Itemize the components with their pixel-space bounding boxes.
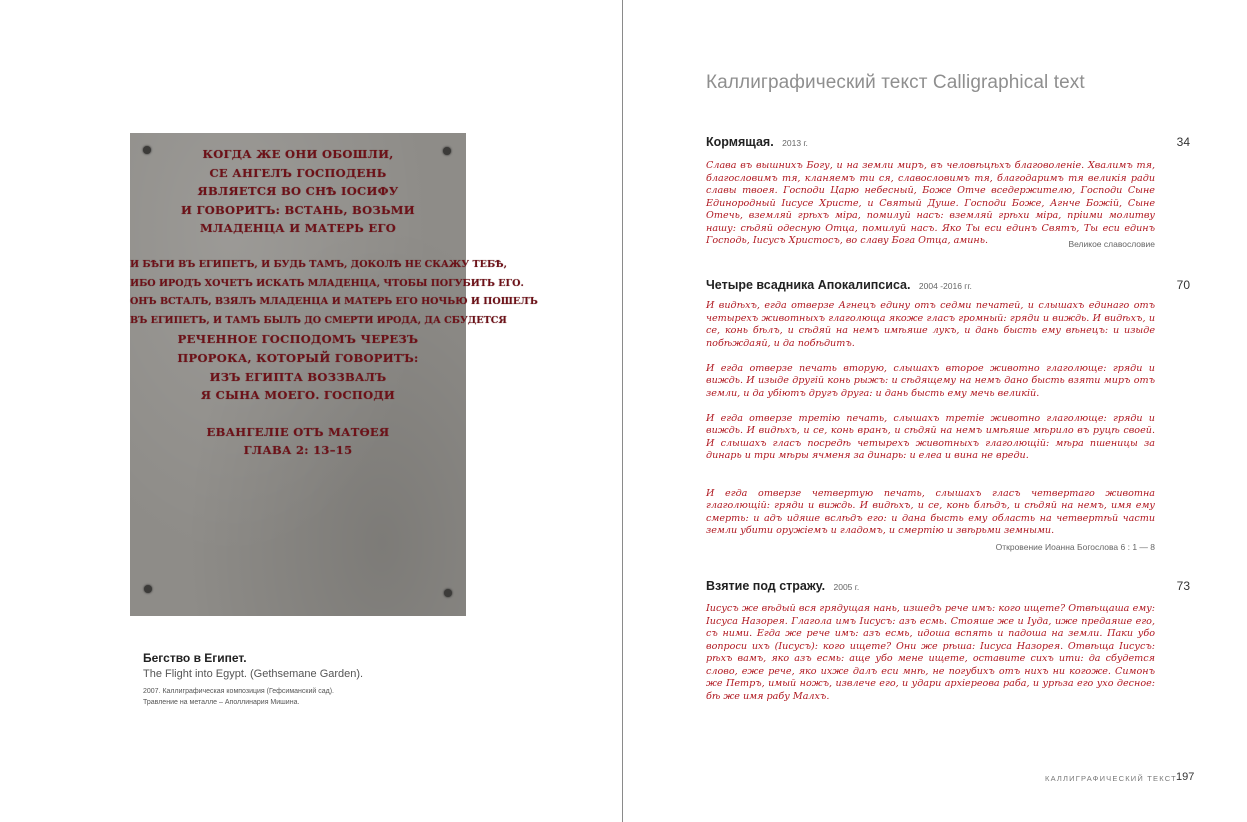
section-title: Каллиграфический текст Calligraphical text — [706, 72, 1085, 93]
entry-heading — [706, 577, 859, 595]
running-footer: КАЛЛИГРАФИЧЕСКИЙ ТЕКСТ — [1045, 774, 1177, 783]
text-paragraph: И егда отверзе печать вторую, слышахъ второе животно глаголюще: гряди и виждь. И изыде другій конь рыжъ: и сѣдящему на немъ дано бысть взяти миръ отъ земли, и да убіютъ другъ друга: и дань бысть ему мечь великій. — [706, 362, 1155, 399]
page-number: 197 — [1176, 771, 1195, 783]
plate-line: КОГДА ЖЕ ОНИ ОБОШЛИ, — [202, 147, 394, 161]
entry-page-number: 34 — [1176, 135, 1190, 149]
caption-meta-line: 2007. Каллиграфическая композиция (Гефсиманский сад). — [143, 688, 334, 695]
plate-line: И ГОВОРИТЪ: ВСТАНЬ, ВОЗЬМИ — [181, 202, 415, 217]
entry-title: Четыре всадника Апокалипсиса. — [706, 278, 911, 292]
plate-line: ЯВЛЯЕТСЯ ВО СНѢ ІОСИФУ — [197, 184, 399, 199]
plate-bolt — [144, 585, 152, 593]
entry-year: 2005 г. — [833, 582, 860, 592]
caption-meta — [143, 686, 334, 708]
page-gutter — [622, 0, 623, 822]
entry-title: Кормящая. — [706, 135, 774, 149]
entry-heading — [706, 133, 808, 151]
entry-title: Взятие под стражу. — [706, 579, 826, 593]
plate-line: Я СЫНА МОЕГО. ГОСПОДИ — [200, 388, 396, 403]
text-paragraph: Іисусъ же вѣдый вся грядущая нань, изшедъ рече имъ: кого ищете? Отвѣщаша ему: Іисуса Назорея. Глагола имъ Іисусъ: азъ есмь. Стояше же и Іуда, иже предаяше его, съ ними. Егда же рече имъ: азъ есмь, идоша вспять и падоша на земли. Паки убо вопроси ихъ (Іисусъ): кого ищете? Они же рѣша: Іисуса Назорея. Отвѣща Іисусъ: рѣхъ вамъ, яко азъ есмь: аще убо мене ищете, оставите сихъ ити: да сбудется слово, еже рече, яко ихже далъ еси мнѣ, не погубихъ отъ нихъ ни когоже. Симонъ же Петръ, имый ножъ, извлече его, и удари архіереова раба, и урѣза его ухо десное: бѣ же имя рабу Малхъ. — [706, 603, 1155, 702]
plate-line: ВЪ ЕГИПЕТЪ, И ТАМЪ БЫЛЪ ДО СМЕРТИ ИРОДА, ДА СБУДЕТСЯ — [130, 314, 507, 326]
text-paragraph: Слава въ вышнихъ Богу, и на земли миръ, въ человѣцѣхъ благоволеніе. Хвалимъ тя, благословимъ тя, кланяемъ ти ся, славословимъ тя, благодаримъ тя великія ради славы твоея. Господи Царю небесный, Боже Отче вседержителю, Господи Сыне Единородный Іисусе Христе, и Святый Душе. Господи Боже, Агнче Божій, Сыне Отечь, вземляй грѣхъ міра, помилуй насъ: вземляй грѣхи міра, пріими молитву нашу: сѣдяй одесную Отца, помилуй насъ. Яко Ты еси единъ Святъ, Ты еси единъ Господь, Іисусъ Христосъ, во славу Бога Отца, аминь. — [706, 160, 1155, 246]
etched-metal-plate-image — [130, 133, 538, 616]
text-paragraph: И видѣхъ, егда отверзе Агнецъ едину отъ седми печатей, и слышахъ единаго отъ четырехъ животныхъ глаголюща якоже гласъ громный: гряди и виждь. И видѣхъ, и се, конь бѣлъ, и сѣдяй на немъ имѣяше лукъ, и дань бысть ему вѣнецъ: и изыде побѣждаяй, и да побѣдитъ. — [706, 300, 1155, 349]
calligraphic-text — [706, 603, 1155, 703]
entry-year: 2013 г. — [782, 138, 808, 148]
text-paragraph: И егда отверзе третію печать, слышахъ третіе животно глаголюще: гряди и виждь. И видѣхъ, и се, конь вранъ, и сѣдяй на немъ имѣяше мѣрило въ руцѣ своей. И слышахъ гласъ посредѣ четырехъ животныхъ глаголющій: мѣра пшеницы за динарь и три мѣры ячменя за динарь: и елеа и вина не вреди. — [706, 412, 1155, 461]
text-source: Откровение Иоанна Богослова 6 : 1 — 8 — [995, 542, 1155, 552]
text-source: Великое славословие — [1068, 239, 1155, 249]
entry-page-number: 70 — [1176, 278, 1190, 292]
plate-line: МЛАДЕНЦА И МАТЕРЬ ЕГО — [199, 221, 397, 236]
plate-line: СЕ АНГЕЛЪ ГОСПОДЕНЬ — [209, 165, 387, 180]
plate-line: ИБО ИРОДЪ ХОЧЕТЪ ИСКАТЬ МЛАДЕНЦА, ЧТОБЫ ПОГУБИТЬ ЕГО. — [130, 277, 524, 289]
calligraphic-text — [706, 160, 1155, 248]
plate-inscription — [130, 145, 538, 460]
entry-year: 2004 -2016 гг. — [918, 281, 972, 291]
entry-heading — [706, 276, 972, 294]
plate-line: РЕЧЕННОЕ ГОСПОДОМЪ ЧЕРЕЗЪ — [177, 332, 419, 347]
caption-title: Бегство в Египет. — [143, 651, 247, 665]
calligraphic-text — [706, 300, 1155, 538]
plate-line-gap — [130, 405, 466, 423]
plate-line: ГЛАВА 2: 13–15 — [243, 443, 353, 458]
entry-page-number: 73 — [1176, 579, 1190, 593]
caption-meta-line: Травление на металле – Аполлинария Мишина. — [143, 699, 300, 706]
plate-bolt — [444, 589, 452, 597]
plate-line: ИЗЪ ЕГИПТА ВОЗЗВАЛЪ — [209, 369, 387, 384]
plate-line: ПРОРОКА, КОТОРЫЙ ГОВОРИТЪ: — [177, 350, 419, 365]
plate-line-gap — [130, 238, 466, 256]
plate-line: И БѢГИ ВЪ ЕГИПЕТЪ, И БУДЬ ТАМЪ, ДОКОЛѢ НЕ СКАЖУ ТЕБѢ, — [130, 258, 507, 270]
text-paragraph: И егда отверзе четвертую печать, слышахъ гласъ четвертаго животна глаголющій: гряди и виждь. И видѣхъ, и се, конь блѣдъ, и сѣдяй на немъ, имя ему смерть: и адъ идяше вслѣдъ его: и дана бысть ему область на четвертѣй части земли убити оружіемъ и гладомъ, и смертію и звѣрьми земными. — [706, 487, 1155, 536]
caption-english: The Flight into Egypt. (Gethsemane Garden). — [143, 668, 364, 680]
plate-line: ЕВАНГЕЛІЕ ОТЪ МАТѲЕЯ — [206, 424, 390, 439]
plate-line: ОНЪ ВСТАЛЪ, ВЗЯЛЪ МЛАДЕНЦА И МАТЕРЬ ЕГО НОЧЬЮ И ПОШЕЛЪ — [130, 296, 538, 308]
